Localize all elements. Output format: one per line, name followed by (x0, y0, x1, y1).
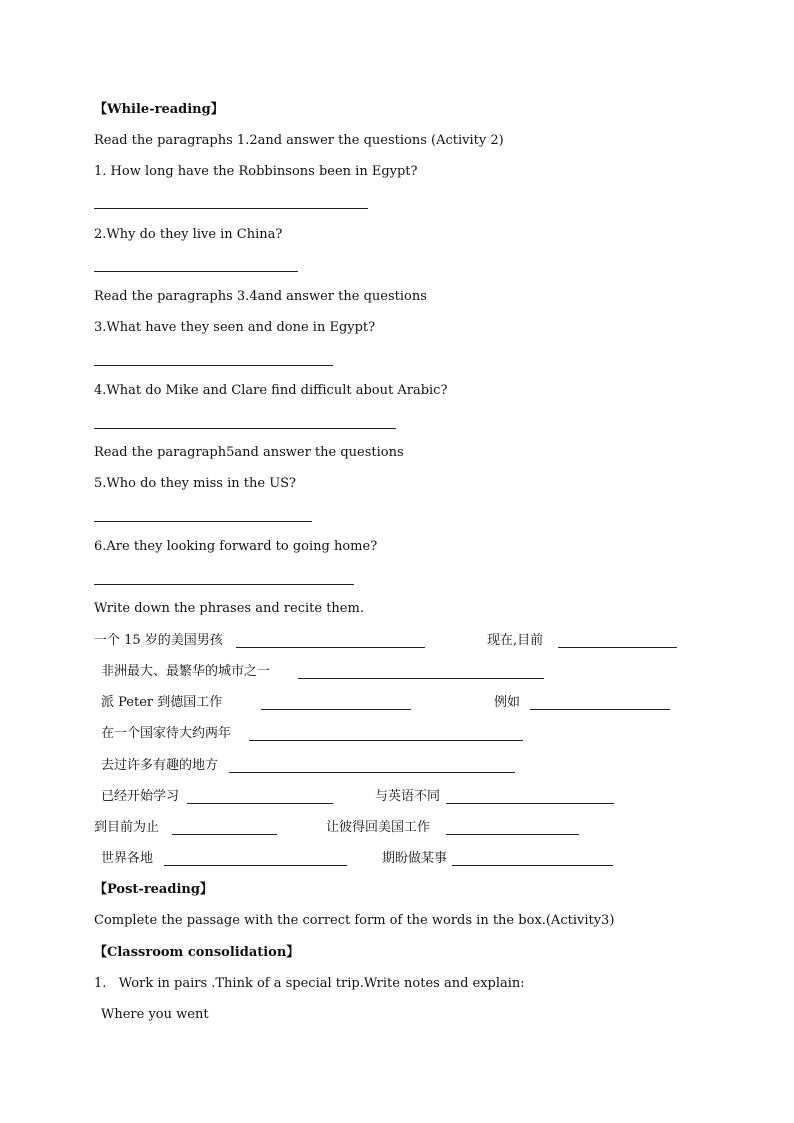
phrase-10: 到目前为止 (94, 820, 160, 835)
consolidation-item-1-sub: Where you went (101, 1007, 209, 1022)
phrase-1-blank[interactable] (236, 647, 425, 648)
answer-line-6[interactable] (94, 584, 354, 585)
question-6: 6.Are they looking forward to going home? (94, 539, 378, 554)
phrase-4-blank[interactable] (261, 709, 411, 710)
instruction-paragraphs-1-2: Read the paragraphs 1.2and answer the questions (Activity 2) (94, 133, 504, 148)
phrase-7: 去过许多有趣的地方 (101, 758, 219, 773)
phrase-8: 已经开始学习 (101, 789, 180, 804)
phrase-11: 让彼得回美国工作 (326, 820, 431, 835)
phrase-6-blank[interactable] (249, 740, 523, 741)
phrase-3: 非洲最大、最繁华的城市之一 (101, 664, 271, 679)
answer-line-4[interactable] (94, 428, 396, 429)
phrase-5-blank[interactable] (530, 709, 670, 710)
phrase-13-blank[interactable] (452, 865, 613, 866)
phrase-2: 现在,目前 (487, 633, 544, 648)
answer-line-1[interactable] (94, 208, 368, 209)
post-reading-heading: 【Post-reading】 (94, 882, 213, 897)
phrase-1: 一个 15 岁的美国男孩 (94, 633, 223, 648)
phrase-11-blank[interactable] (446, 834, 579, 835)
phrases-instruction: Write down the phrases and recite them. (94, 601, 364, 616)
question-1: 1. How long have the Robbinsons been in Egypt? (94, 164, 418, 179)
phrase-2-blank[interactable] (558, 647, 677, 648)
phrase-4: 派 Peter 到德国工作 (101, 695, 223, 710)
while-reading-heading: 【While-reading】 (94, 102, 224, 117)
phrase-6: 在一个国家待大约两年 (101, 726, 232, 741)
phrase-7-blank[interactable] (229, 772, 515, 773)
phrase-8-blank[interactable] (187, 803, 333, 804)
question-3: 3.What have they seen and done in Egypt? (94, 320, 376, 335)
phrase-10-blank[interactable] (172, 834, 277, 835)
question-2: 2.Why do they live in China? (94, 227, 283, 242)
phrase-12: 世界各地 (101, 851, 154, 866)
question-5: 5.Who do they miss in the US? (94, 476, 297, 491)
instruction-paragraph-5: Read the paragraph5and answer the questions (94, 445, 404, 460)
phrase-13: 期盼做某事 (382, 851, 448, 866)
phrase-5: 例如 (494, 695, 521, 710)
answer-line-3[interactable] (94, 365, 333, 366)
question-4: 4.What do Mike and Clare find difficult about Arabic? (94, 383, 448, 398)
answer-line-2[interactable] (94, 271, 298, 272)
consolidation-item-1: 1. Work in pairs .Think of a special trip.Write notes and explain: (94, 976, 525, 991)
classroom-consolidation-heading: 【Classroom consolidation】 (94, 945, 300, 960)
phrase-9: 与英语不同 (375, 789, 441, 804)
answer-line-5[interactable] (94, 521, 312, 522)
phrase-3-blank[interactable] (298, 678, 544, 679)
instruction-paragraphs-3-4: Read the paragraphs 3.4and answer the questions (94, 289, 427, 304)
phrase-9-blank[interactable] (446, 803, 614, 804)
phrase-12-blank[interactable] (164, 865, 347, 866)
post-reading-instruction: Complete the passage with the correct form of the words in the box.(Activity3) (94, 913, 615, 928)
